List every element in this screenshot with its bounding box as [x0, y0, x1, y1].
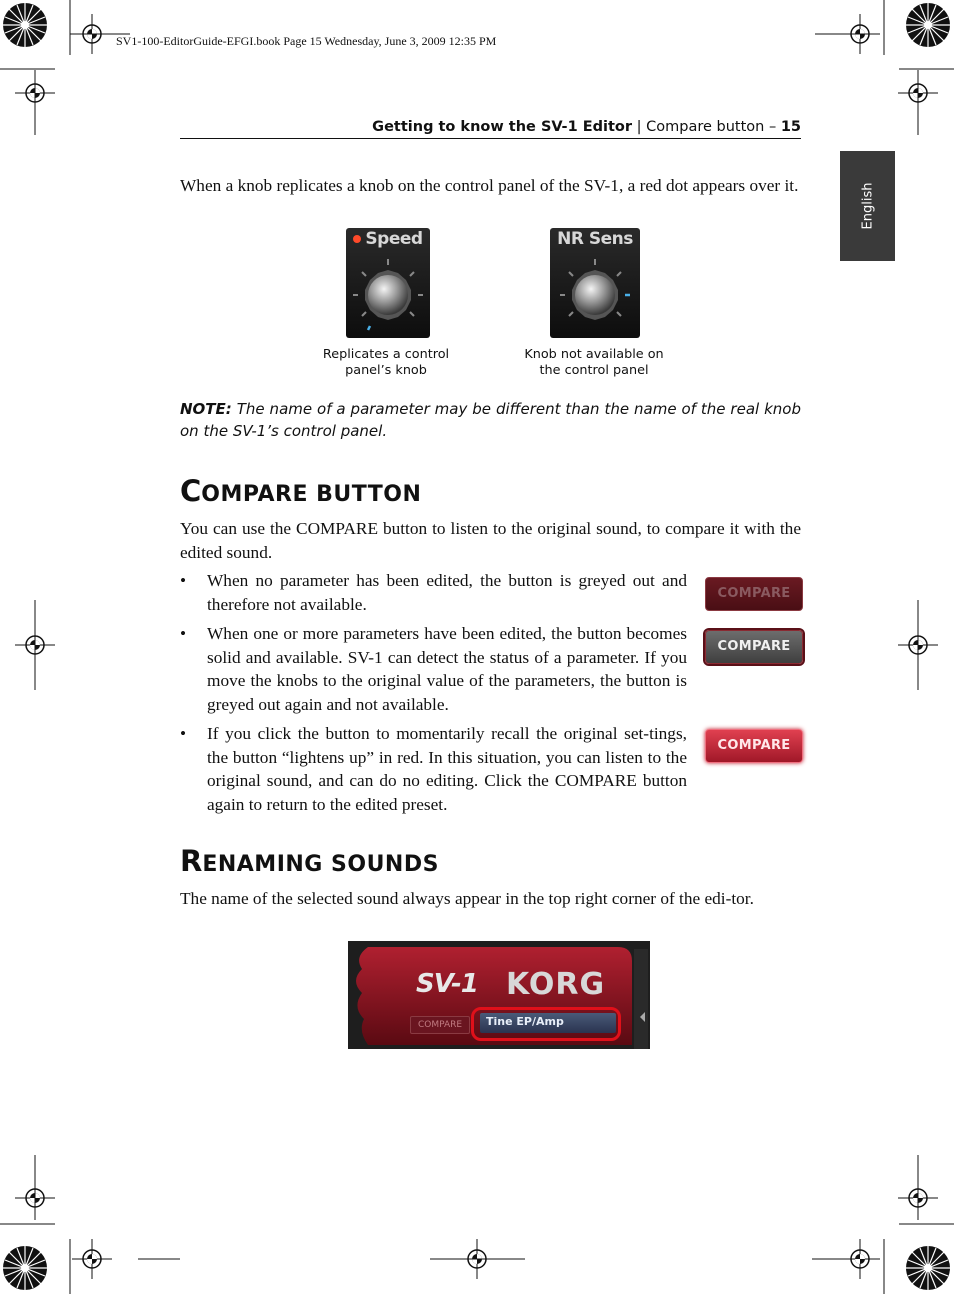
renaming-heading: RENAMING SOUNDS — [180, 844, 439, 878]
intro-paragraph: When a knob replicates a knob on the control panel of the SV-1, a red dot appears over it. — [180, 176, 799, 195]
knob-speed-caption: Replicates a control panel’s knob — [322, 347, 450, 378]
running-head-separator: | — [632, 119, 647, 135]
compare-button-lit: COMPARE — [705, 729, 803, 763]
running-head-section: Compare button — [646, 119, 765, 135]
note-paragraph — [180, 399, 801, 442]
list-item: • If you click the button to momentarily recall the original set-tings, the button “lightens up” in red. In this situation, you can listen to the original sound, and can do no editing. Click the COMPARE button again to return to the edited preset. — [180, 724, 687, 814]
renaming-paragraph: The name of the selected sound always appear in the top right corner of the edi-tor. — [180, 889, 754, 908]
running-head — [180, 119, 801, 139]
language-tab — [840, 151, 895, 261]
compare-button-greyed: COMPARE — [705, 577, 803, 611]
sv1-logo: SV-1 — [416, 969, 478, 999]
red-dot-icon — [353, 235, 361, 243]
korg-logo: KORG — [506, 967, 606, 1002]
sound-name-text: Tine EP/Amp — [486, 1015, 564, 1028]
knob-nr-sens-label: NR Sens — [557, 229, 633, 249]
running-head-chapter: Getting to know the SV-1 Editor — [372, 119, 633, 135]
knob-icon — [550, 250, 640, 338]
compare-button-solid: COMPARE — [705, 630, 803, 664]
note-label: NOTE: — [180, 400, 232, 418]
note-text: The name of a parameter may be different than the name of the real knob on the SV-1’s control panel. — [180, 400, 801, 440]
list-item: • When one or more parameters have been edited, the button becomes solid and available. SV-1 can detect the status of a parameter. If you move the knobs to the original value of the parameters, the button is greyed out again and not available. — [180, 624, 687, 714]
compare-intro: You can use the COMPARE button to listen to the original sound, to compare it with the edited sound. — [180, 519, 801, 562]
page-number: 15 — [780, 119, 801, 135]
language-tab-label: English — [860, 182, 875, 230]
knob-nr-sens-image — [550, 228, 640, 338]
knob-icon — [346, 250, 430, 338]
editor-compare-button: COMPARE — [410, 1016, 470, 1034]
running-head-dash: – — [764, 119, 781, 135]
knob-speed-label: Speed — [346, 229, 430, 249]
compare-bullet-list — [180, 569, 687, 822]
sound-name-display — [480, 1013, 616, 1033]
print-slug: SV1-100-EditorGuide-EFGI.book Page 15 Wednesday, June 3, 2009 12:35 PM — [116, 34, 497, 48]
list-item: • When no parameter has been edited, the button is greyed out and therefore not available. — [180, 571, 687, 614]
editor-header-screenshot — [348, 941, 650, 1049]
knob-nr-sens-caption: Knob not available on the control panel — [524, 347, 664, 378]
compare-heading: COMPARE BUTTON — [180, 474, 422, 508]
knob-speed-image — [346, 228, 430, 338]
